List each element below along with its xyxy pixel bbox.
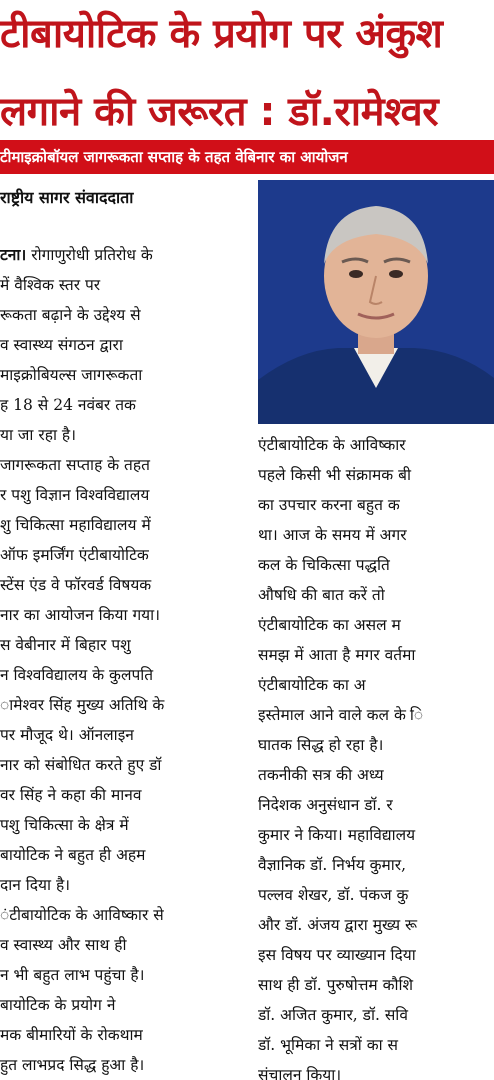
article-line: ामेश्वर सिंह मुख्य अतिथि के (0, 696, 165, 714)
article-line: या जा रहा है। (0, 426, 76, 444)
article-line: बायोटिक ने बहुत ही अहम (0, 846, 146, 864)
article-line: पशु चिकित्सा के क्षेत्र में (0, 816, 129, 834)
article-line: इस विषय पर व्याख्यान दिया (258, 946, 416, 964)
subheadline-text: टीमाइक्रोबॉयल जागरूकता सप्ताह के तहत वेबिनार का आयोजन (0, 148, 348, 166)
headline-line-1: टीबायोटिक के प्रयोग पर अंकुश (0, 11, 443, 57)
article-line: नार को संबोधित करते हुए डॉ (0, 756, 162, 774)
article-line: स वेबीनार में बिहार पशु (0, 636, 131, 654)
article-line: इस्तेमाल आने वाले कल के ि (258, 706, 424, 724)
article-line: व स्वास्थ्य और साथ ही (0, 936, 127, 954)
article-line: न विश्वविद्यालय के कुलपति (0, 666, 154, 684)
article-line: माइक्रोबियल्स जागरूकता (0, 366, 143, 384)
article-line: कल के चिकित्सा पद्धति (258, 556, 390, 574)
article-line: पहले किसी भी संक्रामक बी (258, 466, 412, 484)
article-line: शु चिकित्सा महाविद्यालय में (0, 516, 151, 534)
article-line: एंटीबायोटिक के आविष्कार (258, 436, 406, 454)
article-line: रोगाणुरोधी प्रतिरोध के (26, 246, 153, 264)
article-line: पर मौजूद थे। ऑनलाइन (0, 726, 134, 744)
article-line: रूकता बढ़ाने के उद्देश्य से (0, 306, 141, 324)
article-line: डॉ. अजित कुमार, डॉ. सवि (258, 1006, 408, 1024)
article-line: एंटीबायोटिक का अ (258, 676, 366, 694)
article-line: में वैश्विक स्तर पर (0, 276, 101, 294)
article-line: घातक सिद्ध हो रहा है। (258, 736, 384, 754)
article-line: का उपचार करना बहुत क (258, 496, 400, 514)
article-line: मक बीमारियों के रोकथाम (0, 1026, 143, 1044)
article-left-column (0, 240, 240, 1080)
article-line: और डॉ. अंजय द्वारा मुख्य रू (258, 916, 418, 934)
article-line: था। आज के समय में अगर (258, 526, 407, 544)
article-line: तकनीकी सत्र की अध्य (258, 766, 384, 784)
article-line: ंटीबायोटिक के आविष्कार से (0, 906, 164, 924)
article-line: जागरूकता सप्ताह के तहत (0, 456, 150, 474)
dateline: टना। (0, 245, 27, 264)
article-right-column (258, 430, 494, 1080)
byline: राष्ट्रीय सागर संवाददाता (0, 188, 134, 207)
portrait-photo (258, 180, 494, 424)
article-line: बायोटिक के प्रयोग ने (0, 996, 116, 1014)
article-line: स्टेंस एंड वे फॉरवर्ड विषयक (0, 576, 152, 594)
article-line: पल्लव शेखर, डॉ. पंकज कु (258, 886, 409, 904)
article-line: व स्वास्थ्य संगठन द्वारा (0, 336, 123, 354)
article-line: ऑफ इमर्जिंग एंटीबायोटिक (0, 546, 149, 564)
right-eye (389, 270, 403, 278)
article-line: हुत लाभप्रद सिद्ध हुआ है। (0, 1056, 145, 1074)
article-line: समझ में आता है मगर वर्तमा (258, 646, 416, 664)
headline-line-2: लगाने की जरूरत : डॉ.रामेश्वर (0, 89, 439, 135)
subheadline-banner (0, 140, 494, 174)
article-first-line (0, 240, 240, 270)
article-line: संचालन किया। (258, 1066, 342, 1080)
article-line: औषधि की बात करें तो (258, 586, 385, 604)
article-line: ह 18 से 24 नवंबर तक (0, 396, 136, 414)
article-line: वैज्ञानिक डॉ. निर्भय कुमार, (258, 856, 407, 874)
article-line: वर सिंह ने कहा की मानव (0, 786, 142, 804)
article-line: कुमार ने किया। महाविद्यालय (258, 826, 416, 844)
article-line: र पशु विज्ञान विश्वविद्यालय (0, 486, 150, 504)
article-line: न भी बहुत लाभ पहुंचा है। (0, 966, 145, 984)
article-line: नार का आयोजन किया गया। (0, 606, 161, 624)
article-line: निदेशक अनुसंधान डॉ. र (258, 796, 393, 814)
left-eye (349, 270, 363, 278)
article-line: साथ ही डॉ. पुरुषोत्तम कौशि (258, 976, 414, 994)
article-line: दान दिया है। (0, 876, 71, 894)
portrait-illustration (258, 180, 494, 424)
article-line: एंटीबायोटिक का असल म (258, 616, 401, 634)
article-line: डॉ. भूमिका ने सत्रों का स (258, 1036, 399, 1054)
